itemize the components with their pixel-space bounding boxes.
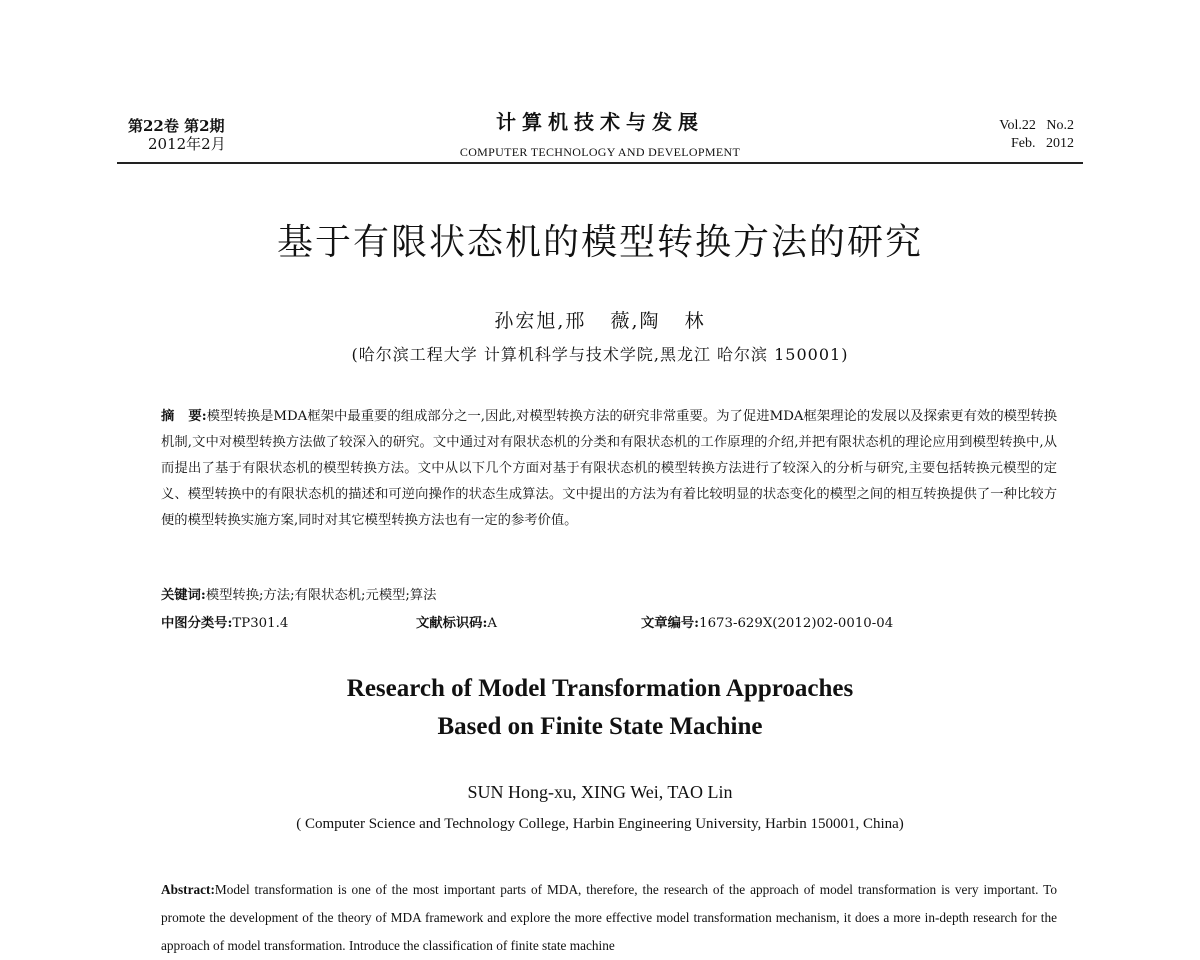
doc-code-label: 文献标识码: <box>416 616 488 631</box>
affiliation-cn: (哈尔滨工程大学 计算机科学与技术学院,黑龙江 哈尔滨 150001) <box>351 345 849 364</box>
authors-cn: 孙宏旭,邢 薇,陶 林 <box>494 310 706 332</box>
article-no-label: 文章编号: <box>641 616 700 631</box>
journal-name-cn: 计算机技术与发展 <box>496 110 704 134</box>
article-number <box>641 612 893 631</box>
keywords-label: 关键词: <box>161 588 206 603</box>
abstract-en <box>161 876 1057 960</box>
doc-code-value: A <box>487 616 498 631</box>
paper-title-cn: 基于有限状态机的模型转换方法的研究 <box>276 222 923 263</box>
abstract-en-label: Abstract: <box>161 882 215 897</box>
affiliation-en: ( Computer Science and Technology College, Harbin Engineering University, Harbin 150001, China) <box>296 816 904 832</box>
journal-issue-info-en <box>999 117 1074 153</box>
keywords-text: 模型转换;方法;有限状态机;元模型;算法 <box>205 588 437 603</box>
volume-issue-cn: 第22卷 第2期 <box>128 117 225 135</box>
clc-number <box>161 612 288 631</box>
header-divider <box>117 162 1083 164</box>
paper-title-en <box>0 670 1200 746</box>
abstract-cn <box>161 404 1057 534</box>
title-en-line1: Research of Model Transformation Approaches <box>346 675 854 702</box>
document-code <box>416 612 497 631</box>
clc-label: 中图分类号: <box>161 616 233 631</box>
date-cn: 2012年2月 <box>148 135 226 153</box>
authors-en: SUN Hong-xu, XING Wei, TAO Lin <box>467 782 733 802</box>
abstract-en-text: Model transformation is one of the most important parts of MDA, therefore, the research of the approach of model transformation is very important. To promote the development of the theory of MDA framework and explore the more effective model transformation mechanism, it does a more in-depth research for the approach of model transformation. Introduce the classification of finite state machine <box>161 882 1057 953</box>
article-no-value: 1673-629X(2012)02-0010-04 <box>699 616 894 631</box>
clc-value: TP301.4 <box>232 616 289 631</box>
title-en-line2: Based on Finite State Machine <box>437 713 763 740</box>
keywords-cn <box>161 584 436 603</box>
date-en: Feb. 2012 <box>1011 136 1074 151</box>
journal-name-en: COMPUTER TECHNOLOGY AND DEVELOPMENT <box>459 145 741 159</box>
abstract-cn-label: 摘 要: <box>161 409 207 424</box>
volume-issue-en: Vol.22 No.2 <box>999 118 1074 133</box>
abstract-cn-text: 模型转换是MDA框架中最重要的组成部分之一,因此,对模型转换方法的研究非常重要。为了促进MDA框架理论的发展以及探索更有效的模型转换机制,文中对模型转换方法做了较深入的研究。文中通过对有限状态机的分类和有限状态机的工作原理的介绍,并把有限状态机的理论应用到模型转换中,从而提出了基于有限状态机的模型转换方法。文中从以下几个方面对基于有限状态机的模型转换方法进行了较深入的分析与研究,主要包括转换元模型的定义、模型转换中的有限状态机的描述和可逆向操作的状态生成算法。文中提出的方法为有着比较明显的状态变化的模型之间的相互转换提供了一种比较方便的模型转换实施方案,同时对其它模型转换方法也有一定的参考价值。 <box>161 409 1058 528</box>
